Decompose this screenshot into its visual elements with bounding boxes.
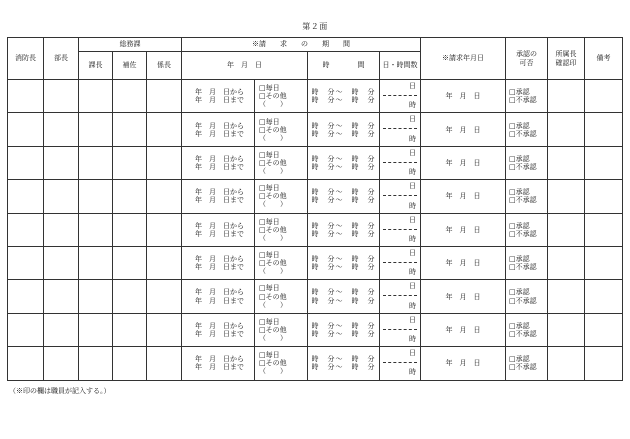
time-range-cell[interactable] [308,213,380,246]
deny-checkbox[interactable]: □不承認 [509,263,537,272]
option-other-paren: （ ） [259,133,288,142]
dept-chief-seal-cell[interactable] [44,80,79,113]
option-daily-checkbox[interactable]: □毎日 [259,317,280,326]
date-range-cell[interactable] [182,347,255,380]
time-range-cell[interactable] [308,347,380,380]
time-range-cell[interactable] [308,80,380,113]
day-unit: 日 [409,282,417,291]
time-range-2: 時 分～ 時 分 [311,263,376,272]
days-hours-cell[interactable] [380,180,421,213]
header-approval-line2: 可否 [519,58,534,67]
time-range-1: 時 分～ 時 分 [311,321,376,330]
day-hour-divider [383,262,417,263]
deny-checkbox[interactable]: □不承認 [509,96,537,105]
deputy-seal-cell[interactable] [113,146,147,179]
date-range-cell[interactable] [182,80,255,113]
date-to: 年 月 日まで [195,329,245,338]
time-range-1: 時 分～ 時 分 [311,221,376,230]
day-hour-divider [383,362,417,363]
day-hour-divider [383,295,417,296]
time-range-2: 時 分～ 時 分 [311,129,376,138]
option-other-checkbox[interactable]: □その他 [259,225,287,234]
table-row [8,213,623,246]
option-daily-checkbox[interactable]: □毎日 [259,284,280,293]
date-from: 年 月 日から [195,221,245,230]
time-range-cell[interactable] [308,313,380,346]
deny-checkbox[interactable]: □不承認 [509,363,537,372]
deny-checkbox[interactable]: □不承認 [509,296,537,305]
option-other-checkbox[interactable]: □その他 [259,325,287,334]
period-option-cell[interactable] [255,80,308,113]
days-hours-cell[interactable] [380,313,421,346]
header-section-chief: 課長 [79,52,113,80]
hour-unit: 時 [409,335,417,344]
section-chief-seal-cell[interactable] [79,246,113,279]
day-hour-divider [383,329,417,330]
day-hour-divider [383,95,417,96]
option-other-paren: （ ） [259,333,288,342]
option-daily-checkbox[interactable]: □毎日 [259,351,280,360]
period-option-cell[interactable] [255,113,308,146]
time-range-2: 時 分～ 時 分 [311,363,376,372]
time-range-2: 時 分～ 時 分 [311,329,376,338]
header-remarks: 備考 [585,38,623,80]
header-approval [506,38,548,80]
approve-checkbox[interactable]: □承認 [509,88,530,97]
deputy-seal-cell[interactable] [113,80,147,113]
staff-chief-seal-cell[interactable] [147,180,182,213]
time-range-2: 時 分～ 時 分 [311,196,376,205]
date-to: 年 月 日まで [195,129,245,138]
claim-date-cell[interactable] [421,113,506,146]
day-unit: 日 [409,82,417,90]
deny-checkbox[interactable]: □不承認 [509,129,537,138]
remarks-cell[interactable] [585,80,623,113]
claim-date-cell[interactable] [421,347,506,380]
claim-date-cell[interactable] [421,146,506,179]
claim-date-cell[interactable] [421,280,506,313]
days-hours-cell[interactable] [380,113,421,146]
table-row [8,347,623,380]
date-from: 年 月 日から [195,255,245,264]
header-deputy: 補佐 [113,52,147,80]
time-range-2: 時 分～ 時 分 [311,96,376,105]
option-other-checkbox[interactable]: □その他 [259,125,287,134]
approval-cell[interactable] [506,113,548,146]
period-option-cell[interactable] [255,246,308,279]
option-other-paren: （ ） [259,300,288,309]
option-other-checkbox[interactable]: □その他 [259,292,287,301]
staff-chief-seal-cell[interactable] [147,146,182,179]
deny-checkbox[interactable]: □不承認 [509,196,537,205]
approval-cell[interactable] [506,146,548,179]
date-range-cell[interactable] [182,280,255,313]
remarks-cell[interactable] [585,213,623,246]
staff-chief-seal-cell[interactable] [147,213,182,246]
section-chief-seal-cell[interactable] [79,113,113,146]
date-to: 年 月 日まで [195,96,245,105]
date-range-cell[interactable] [182,246,255,279]
deputy-seal-cell[interactable] [113,213,147,246]
period-option-cell[interactable] [255,213,308,246]
option-other-checkbox[interactable]: □その他 [259,92,287,101]
date-from: 年 月 日から [195,188,245,197]
time-range-2: 時 分～ 時 分 [311,229,376,238]
days-hours-cell[interactable] [380,146,421,179]
time-range-cell[interactable] [308,146,380,179]
day-hour-divider [383,195,417,196]
staff-chief-seal-cell[interactable] [147,347,182,380]
claim-date-cell[interactable] [421,313,506,346]
option-other-paren: （ ） [259,267,288,276]
station-chief-seal-cell[interactable] [548,146,585,179]
time-range-1: 時 分～ 時 分 [311,255,376,264]
remarks-cell[interactable] [585,180,623,213]
dept-chief-seal-cell[interactable] [44,347,79,380]
time-range-1: 時 分～ 時 分 [311,188,376,197]
option-daily-checkbox[interactable]: □毎日 [259,150,280,159]
time-range-cell[interactable] [308,246,380,279]
header-approval-line1: 承認の [516,50,538,59]
day-unit: 日 [409,182,417,191]
section-chief-seal-cell[interactable] [79,146,113,179]
station-chief-seal-cell[interactable] [548,246,585,279]
hour-unit: 時 [409,368,417,377]
table-row [8,280,623,313]
day-hour-divider [383,229,417,230]
option-daily-checkbox[interactable]: □毎日 [259,184,280,193]
footnote: （※印の欄は職員が記入する。） [9,387,111,395]
claim-date: 年 月 日 [445,325,481,334]
option-daily-checkbox[interactable]: □毎日 [259,217,280,226]
dept-chief-seal-cell[interactable] [44,313,79,346]
dept-chief-seal-cell[interactable] [44,280,79,313]
approval-cell[interactable] [506,180,548,213]
remarks-cell[interactable] [585,246,623,279]
dept-chief-seal-cell[interactable] [44,113,79,146]
days-hours-cell[interactable] [380,347,421,380]
remarks-cell[interactable] [585,280,623,313]
staff-chief-seal-cell[interactable] [147,113,182,146]
time-range-1: 時 分～ 時 分 [311,88,376,97]
remarks-cell[interactable] [585,146,623,179]
approval-cell[interactable] [506,246,548,279]
day-hour-divider [383,128,417,129]
table-row [8,313,623,346]
time-range-1: 時 分～ 時 分 [311,355,376,364]
period-option-cell[interactable] [255,280,308,313]
approve-checkbox[interactable]: □承認 [509,288,530,297]
claim-date-cell[interactable] [421,246,506,279]
time-range-cell[interactable] [308,113,380,146]
option-other-paren: （ ） [259,367,288,376]
hour-unit: 時 [409,234,417,243]
header-seal-line1: 所属長 [555,50,577,59]
period-option-cell[interactable] [255,347,308,380]
station-chief-seal-cell[interactable] [548,180,585,213]
table-row [8,180,623,213]
date-from: 年 月 日から [195,355,245,364]
section-chief-seal-cell[interactable] [79,313,113,346]
day-hour-divider [383,162,417,163]
day-unit: 日 [409,215,417,224]
deny-checkbox[interactable]: □不承認 [509,329,537,338]
option-daily-checkbox[interactable]: □毎日 [259,251,280,260]
claim-date: 年 月 日 [445,259,481,268]
section-chief-seal-cell[interactable] [79,80,113,113]
approve-checkbox[interactable]: □承認 [509,321,530,330]
remarks-cell[interactable] [585,113,623,146]
fire-chief-seal-cell[interactable] [8,113,44,146]
option-daily-checkbox[interactable]: □毎日 [259,117,280,126]
date-range-cell[interactable] [182,213,255,246]
date-range-cell[interactable] [182,146,255,179]
request-form-table [7,37,623,381]
station-chief-seal-cell[interactable] [548,80,585,113]
approval-cell[interactable] [506,280,548,313]
dept-chief-seal-cell[interactable] [44,246,79,279]
approve-checkbox[interactable]: □承認 [509,255,530,264]
staff-chief-seal-cell[interactable] [147,280,182,313]
option-other-checkbox[interactable]: □その他 [259,192,287,201]
approve-checkbox[interactable]: □承認 [509,355,530,364]
page-title: 第２面 [302,22,328,31]
fire-chief-seal-cell[interactable] [8,180,44,213]
time-range-1: 時 分～ 時 分 [311,154,376,163]
date-to: 年 月 日まで [195,196,245,205]
remarks-cell[interactable] [585,313,623,346]
date-from: 年 月 日から [195,288,245,297]
fire-chief-seal-cell[interactable] [8,213,44,246]
form-body [8,80,623,381]
time-range-cell[interactable] [308,280,380,313]
day-unit: 日 [409,248,417,257]
header-station-chief-seal [548,38,585,80]
period-option-cell[interactable] [255,180,308,213]
dept-chief-seal-cell[interactable] [44,180,79,213]
time-range-2: 時 分～ 時 分 [311,162,376,171]
date-range-cell[interactable] [182,180,255,213]
station-chief-seal-cell[interactable] [548,213,585,246]
header-ymd: 年 月 日 [182,52,308,80]
header-days-hours: 日・時間数 [380,52,421,80]
days-hours-cell[interactable] [380,246,421,279]
claim-date: 年 月 日 [445,292,481,301]
approval-cell[interactable] [506,313,548,346]
deputy-seal-cell[interactable] [113,347,147,380]
claim-date: 年 月 日 [445,92,481,101]
table-row [8,246,623,279]
staff-chief-seal-cell[interactable] [147,246,182,279]
fire-chief-seal-cell[interactable] [8,313,44,346]
claim-date: 年 月 日 [445,125,481,134]
section-chief-seal-cell[interactable] [79,213,113,246]
station-chief-seal-cell[interactable] [548,347,585,380]
date-to: 年 月 日まで [195,363,245,372]
option-other-checkbox[interactable]: □その他 [259,359,287,368]
time-range-cell[interactable] [308,180,380,213]
deny-checkbox[interactable]: □不承認 [509,229,537,238]
dept-chief-seal-cell[interactable] [44,213,79,246]
deputy-seal-cell[interactable] [113,313,147,346]
hour-unit: 時 [409,201,417,210]
deny-checkbox[interactable]: □不承認 [509,162,537,171]
option-other-paren: （ ） [259,233,288,242]
option-other-paren: （ ） [259,200,288,209]
approval-cell[interactable] [506,213,548,246]
header-claim-date: ※請求年月日 [421,38,506,80]
fire-chief-seal-cell[interactable] [8,246,44,279]
date-to: 年 月 日まで [195,296,245,305]
claim-date-cell[interactable] [421,180,506,213]
option-other-checkbox[interactable]: □その他 [259,259,287,268]
claim-date: 年 月 日 [445,225,481,234]
station-chief-seal-cell[interactable] [548,313,585,346]
approval-cell[interactable] [506,80,548,113]
hour-unit: 時 [409,268,417,277]
day-unit: 日 [409,115,417,124]
approve-checkbox[interactable]: □承認 [509,188,530,197]
approve-checkbox[interactable]: □承認 [509,221,530,230]
hour-unit: 時 [409,301,417,310]
period-option-cell[interactable] [255,146,308,179]
option-other-checkbox[interactable]: □その他 [259,158,287,167]
section-chief-seal-cell[interactable] [79,280,113,313]
date-to: 年 月 日まで [195,263,245,272]
section-chief-seal-cell[interactable] [79,180,113,213]
hour-unit: 時 [409,101,417,110]
day-unit: 日 [409,315,417,324]
date-range-cell[interactable] [182,313,255,346]
option-other-paren: （ ） [259,100,288,109]
days-hours-cell[interactable] [380,80,421,113]
hour-unit: 時 [409,168,417,177]
date-range-cell[interactable] [182,113,255,146]
date-from: 年 月 日から [195,154,245,163]
deputy-seal-cell[interactable] [113,280,147,313]
claim-date-cell[interactable] [421,213,506,246]
header-period-group: ※請 求 の 期 間 [182,38,421,52]
claim-date-cell[interactable] [421,80,506,113]
header-fire-chief: 消防長 [8,38,44,80]
date-from: 年 月 日から [195,121,245,130]
day-unit: 日 [409,349,417,358]
claim-date: 年 月 日 [445,158,481,167]
dept-chief-seal-cell[interactable] [44,146,79,179]
staff-chief-seal-cell[interactable] [147,80,182,113]
remarks-cell[interactable] [585,347,623,380]
staff-chief-seal-cell[interactable] [147,313,182,346]
date-from: 年 月 日から [195,321,245,330]
station-chief-seal-cell[interactable] [548,113,585,146]
claim-date: 年 月 日 [445,359,481,368]
fire-chief-seal-cell[interactable] [8,146,44,179]
fire-chief-seal-cell[interactable] [8,347,44,380]
claim-date: 年 月 日 [445,192,481,201]
section-chief-seal-cell[interactable] [79,347,113,380]
date-to: 年 月 日まで [195,229,245,238]
header-time: 時 間 [308,52,380,80]
station-chief-seal-cell[interactable] [548,280,585,313]
time-range-2: 時 分～ 時 分 [311,296,376,305]
table-row [8,146,623,179]
day-unit: 日 [409,148,417,157]
deputy-seal-cell[interactable] [113,246,147,279]
table-row [8,113,623,146]
header-general-affairs: 総務課 [79,38,182,52]
fire-chief-seal-cell[interactable] [8,80,44,113]
header-dept-chief: 部長 [44,38,79,80]
date-from: 年 月 日から [195,88,245,97]
table-row [8,80,623,113]
option-daily-checkbox[interactable]: □毎日 [259,84,280,93]
period-option-cell[interactable] [255,313,308,346]
days-hours-cell[interactable] [380,213,421,246]
deputy-seal-cell[interactable] [113,180,147,213]
date-to: 年 月 日まで [195,162,245,171]
approve-checkbox[interactable]: □承認 [509,154,530,163]
header-seal-line2: 確認印 [555,58,577,67]
approve-checkbox[interactable]: □承認 [509,121,530,130]
header-staff-chief: 係長 [147,52,182,80]
time-range-1: 時 分～ 時 分 [311,288,376,297]
fire-chief-seal-cell[interactable] [8,280,44,313]
days-hours-cell[interactable] [380,280,421,313]
option-other-paren: （ ） [259,167,288,175]
approval-cell[interactable] [506,347,548,380]
time-range-1: 時 分～ 時 分 [311,121,376,130]
deputy-seal-cell[interactable] [113,113,147,146]
hour-unit: 時 [409,134,417,143]
